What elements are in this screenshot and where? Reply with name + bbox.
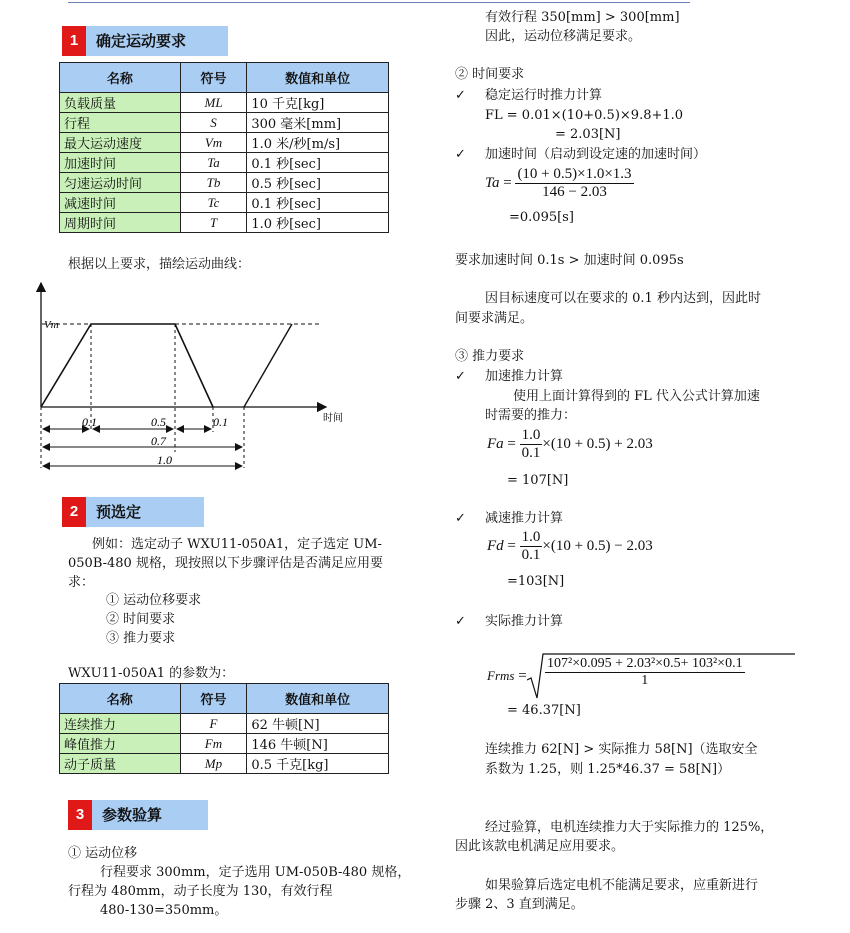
time-compare: 要求加速时间 0.1s > 加速时间 0.095s: [455, 253, 684, 268]
param-name: 周期时间: [60, 213, 181, 233]
tick-0-5: 0.5: [151, 415, 166, 429]
pre-para-line3: 求：: [68, 575, 95, 590]
table-row: [60, 153, 389, 173]
section-1-title: 确定运动要求: [96, 32, 187, 50]
table1-header-0: 名称: [60, 63, 181, 93]
fa-result: = 107[N]: [507, 473, 569, 488]
tick-0-1b: 0.1: [213, 415, 228, 429]
check-icon: ✓: [455, 369, 466, 384]
next-cycle-ramp: [244, 324, 292, 407]
param-name: 最大运动速度: [60, 133, 181, 153]
frms-label: Frms =: [487, 668, 527, 684]
param-symbol: Ta: [180, 153, 247, 173]
motion-line1: 行程要求 300mm，定子选用 UM-050B-480 规格，: [100, 865, 411, 880]
step-2: ② 时间要求: [106, 612, 176, 627]
section-2-number: 2: [62, 497, 86, 527]
section-2-header: [62, 497, 204, 527]
fd-result: =103[N]: [507, 574, 565, 589]
param-value: 0.1 秒[sec]: [247, 193, 389, 213]
fa-equation: Fa = $\frac{1.0}{0.1}$ ×(10 + 0.5) + 2.03: [487, 427, 653, 461]
step-1: ① 运动位移要求: [106, 593, 202, 608]
effective-stroke-compare: 有效行程 350[mm] > 300[mm]: [485, 10, 680, 25]
table-row: [60, 133, 389, 153]
param-name: 峰值推力: [60, 734, 181, 754]
param-symbol: S: [180, 113, 247, 133]
ta-result: =0.095[s]: [509, 210, 574, 225]
fa-symbol: Fa: [487, 435, 504, 452]
table-row: [60, 754, 389, 774]
acc-force-desc2: 时需要的推力：: [485, 408, 577, 423]
ta-fraction: $\frac{(10 + 0.5)\times 1.0\times 1.3}{146 - 2.03}$: [517, 166, 632, 200]
section-1-header: [62, 26, 228, 56]
ta-symbol: Ta: [485, 174, 500, 191]
motion-requirements-table: [59, 62, 389, 233]
table-row: [60, 173, 389, 193]
param-value: 1.0 米/秒[m/s]: [247, 133, 389, 153]
section-1-number: 1: [62, 26, 86, 56]
force-compare-line1: 连续推力 62[N] > 实际推力 58[N]（选取安全: [485, 742, 758, 757]
table-row: [60, 734, 389, 754]
dec-force-head: 减速推力计算: [485, 511, 564, 526]
velocity-profile: [41, 324, 213, 407]
section-3-title: 参数验算: [102, 806, 163, 824]
fa-fraction: $\frac{1.0}{0.1}$: [521, 427, 541, 461]
table2-header-1: 符号: [180, 684, 247, 714]
fd-symbol: Fd: [487, 537, 504, 554]
param-name: 负载质量: [60, 93, 181, 113]
time-reason-line2: 间要求满足。: [455, 311, 534, 326]
acc-force-desc1: 使用上面计算得到的 FL 代入公式计算加速: [513, 389, 760, 404]
acc-force-head: 加速推力计算: [485, 369, 564, 384]
param-name: 匀速运动时间: [60, 173, 181, 193]
param-value: 0.5 秒[sec]: [247, 173, 389, 193]
mover-parameters-table: [59, 683, 389, 774]
param-value: 0.5 千克[kg]: [247, 754, 389, 774]
params-intro: WXU11-050A1 的参数为：: [68, 666, 235, 681]
tick-0-1: 0.1: [82, 415, 97, 429]
frms-equation: [487, 652, 797, 700]
motion-line3: 480-130=350mm。: [100, 903, 228, 918]
table2-header-2: 数值和单位: [247, 684, 389, 714]
check-icon: ✓: [455, 511, 466, 526]
param-symbol: Mp: [180, 754, 247, 774]
param-symbol: Tb: [180, 173, 247, 193]
param-symbol: Fm: [180, 734, 247, 754]
table1-header-2: 数值和单位: [247, 63, 389, 93]
section-2-title: 预选定: [96, 503, 142, 521]
check-icon: ✓: [455, 88, 466, 103]
step-3: ③ 推力要求: [106, 631, 176, 646]
section-3-header: [68, 800, 208, 830]
curve-intro: 根据以上要求，描绘运动曲线：: [68, 257, 251, 272]
span-0-7: 0.7: [151, 434, 166, 448]
check-icon: ✓: [455, 614, 466, 629]
param-symbol: Vm: [180, 133, 247, 153]
frms-symbol: Frms: [487, 668, 515, 683]
force-requirement-head: ③ 推力要求: [455, 349, 525, 364]
fl-result: = 2.03[N]: [555, 127, 621, 142]
section-3-number: 3: [68, 800, 92, 830]
conclusion-line2: 因此该款电机满足应用要求。: [455, 839, 625, 854]
motion-line2: 行程为 480mm，动子长度为 130，有效行程: [68, 884, 333, 899]
time-reason-line1: 因目标速度可以在要求的 0.1 秒内达到，因此时: [485, 291, 761, 306]
check-icon: ✓: [455, 147, 466, 162]
table-row: [60, 93, 389, 113]
rms-result: = 46.37[N]: [507, 703, 581, 718]
fd-equation: Fd = $\frac{1.0}{0.1}$ ×(10 + 0.5) − 2.03: [487, 529, 653, 563]
param-value: 62 牛顿[N]: [247, 714, 389, 734]
motion-head: ① 运动位移: [68, 846, 138, 861]
param-value: 300 毫米[mm]: [247, 113, 389, 133]
param-symbol: ML: [180, 93, 247, 113]
param-name: 连续推力: [60, 714, 181, 734]
table2-header-0: 名称: [60, 684, 181, 714]
table-row: [60, 714, 389, 734]
param-name: 动子质量: [60, 754, 181, 774]
param-symbol: Tc: [180, 193, 247, 213]
param-value: 1.0 秒[sec]: [247, 213, 389, 233]
pre-para-line2: 050B-480 规格，现按照以下步骤评估是否满足应用要: [68, 556, 383, 571]
motion-curve-diagram: [30, 275, 350, 475]
param-value: 10 千克[kg]: [247, 93, 389, 113]
param-value: 146 牛顿[N]: [247, 734, 389, 754]
time-axis-label: 时间: [323, 413, 343, 424]
vm-label: Vm: [44, 319, 59, 331]
table-row: [60, 193, 389, 213]
fd-fraction: $\frac{1.0}{0.1}$: [521, 529, 541, 563]
param-name: 减速时间: [60, 193, 181, 213]
effective-stroke-conclusion: 因此，运动位移满足要求。: [485, 29, 642, 44]
steady-force-head: 稳定运行时推力计算: [485, 88, 603, 103]
force-compare-line2: 系数为 1.25，则 1.25*46.37 = 58[N]）: [485, 762, 731, 777]
param-symbol: T: [180, 213, 247, 233]
final-note-line2: 步骤 2、3 直到满足。: [455, 897, 584, 912]
table1-header-1: 符号: [180, 63, 247, 93]
table-row: [60, 113, 389, 133]
fl-formula: FL = 0.01×(10+0.5)×9.8+1.0: [485, 108, 684, 123]
span-1-0: 1.0: [157, 453, 172, 467]
pre-para-line1: 例如：选定动子 WXU11-050A1，定子选定 UM-: [92, 537, 382, 552]
table-row: [60, 213, 389, 233]
param-symbol: F: [180, 714, 247, 734]
param-value: 0.1 秒[sec]: [247, 153, 389, 173]
rms-force-head: 实际推力计算: [485, 614, 564, 629]
rms-fraction: $\frac{\text{107²×0.095 + 2.03²×0.5+ 103²×0.1}}{1}$: [547, 656, 743, 688]
ta-equation: Ta = $\frac{(10 + 0.5)\times 1.0\times 1.3}{146 - 2.03}$: [485, 166, 632, 200]
conclusion-line1: 经过验算，电机连续推力大于实际推力的 125%，: [485, 820, 774, 835]
param-name: 行程: [60, 113, 181, 133]
acc-time-head: 加速时间（启动到设定速的加速时间）: [485, 147, 707, 162]
time-requirement-head: ② 时间要求: [455, 67, 525, 82]
param-name: 加速时间: [60, 153, 181, 173]
final-note-line1: 如果验算后选定电机不能满足要求，应重新进行: [485, 878, 759, 893]
top-rule: [68, 2, 690, 3]
